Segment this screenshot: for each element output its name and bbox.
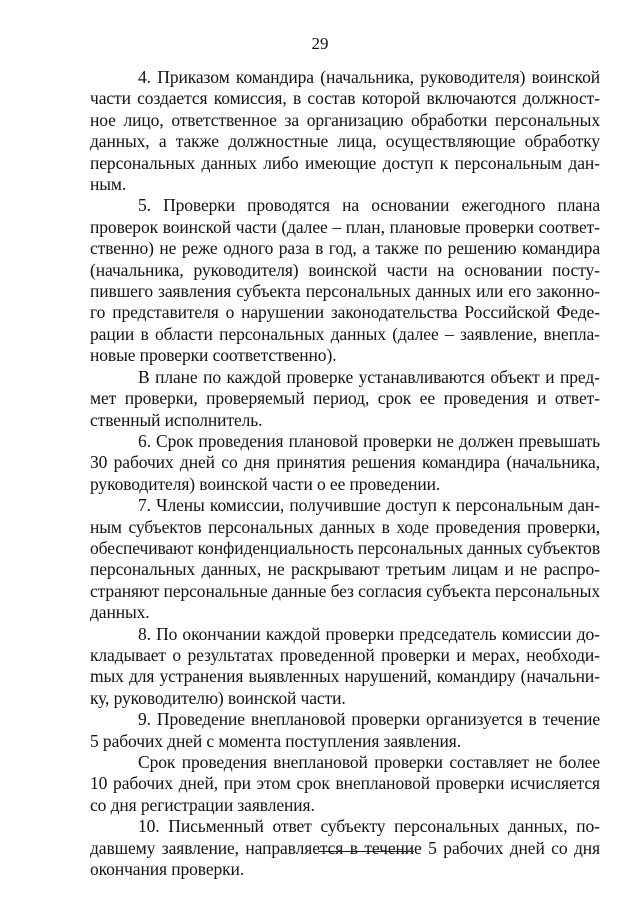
paragraph-9-duration: Срок проведения внеплановой проверки составляет не более 10 рабочих дней, при этом срок внеплановой проверки исчисляется со дня регистрации заявления. — [90, 752, 600, 815]
paragraph-5: 5. Проверки проводятся на основании ежегодного плана проверок воинской части (далее – план, плановые проверки соответственно) не реже одного раза в год, а также по решению командира (начальника, руководителя) воинской части на основании поступившего заявления субъекта персональных данных или его законного представителя о нарушении законодательства Российской Федерации в области персональных данных (далее – заявление, внеплановые проверки соответственно). — [90, 195, 600, 366]
paragraph-10: 10. Письменный ответ субъекту персональных данных, подавшему заявление, направляется в течение 5 рабочих дней со дня окончания проверки. — [90, 816, 600, 880]
end-of-text-rule — [318, 851, 414, 852]
paragraph-4: 4. Приказом командира (начальника, руководителя) воинской части создается комиссия, в состав которой включаются должностное лицо, ответственное за организацию обработки персональных данных, а также должностные лица, осуществляющие обработку персональных данных либо имеющие доступ к персональным данным. — [90, 67, 600, 195]
paragraph-9: 9. Проведение внеплановой проверки организуется в течение 5 рабочих дней с момента поступления заявления. — [90, 709, 600, 751]
paragraph-8: 8. По окончании каждой проверки председатель комиссии докладывает о результатах проведенной проверки и мерах, необходиmых для устранения выявленных нарушений, командиру (начальнику, руководителю) воинской части. — [90, 623, 600, 708]
document-body — [90, 67, 600, 880]
paragraph-6: 6. Срок проведения плановой проверки не должен превышать 30 рабочих дней со дня принятия решения командира (начальника, руководителя) воинской части о ее проведении. — [90, 430, 600, 494]
paragraph-7: 7. Члены комиссии, получившие доступ к персональным данным субъектов персональных данных в ходе проведения проверки, обеспечивают конфиденциальность персональных данных субъектов персональных данных, не раскрывают третьим лицам и не распространяют персональные данные без согласия субъекта персональных данных. — [90, 495, 600, 623]
page-number: 29 — [311, 34, 329, 53]
paragraph-5-plan: В плане по каждой проверке устанавливаются объект и предмет проверки, проверяемый период, срок ее проведения и ответственный исполнитель. — [90, 366, 600, 430]
